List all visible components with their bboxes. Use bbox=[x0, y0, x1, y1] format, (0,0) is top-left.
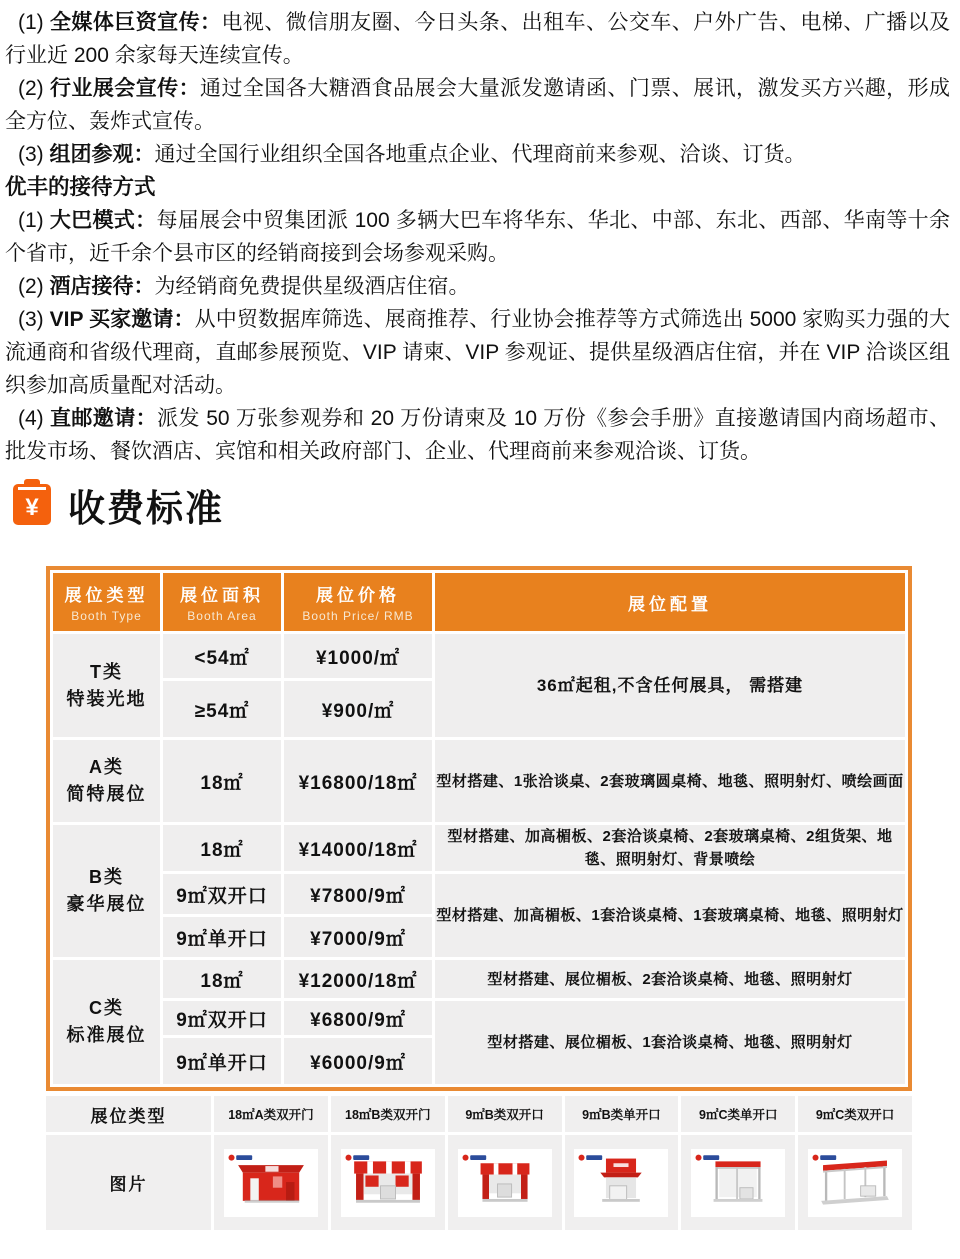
booth-photo-cell bbox=[448, 1135, 562, 1230]
header-zh: 展位类型 bbox=[64, 586, 149, 605]
item-text: 电视、微信朋友圈、今日头条、出租车、公交车、户外广告、电梯、广播以及行业近 200 余家每天连续宣传。 bbox=[5, 11, 951, 67]
booth-9b-double-opening bbox=[458, 1149, 552, 1217]
reception-item-1 bbox=[5, 204, 950, 270]
type-line2: 简特展位 bbox=[66, 784, 147, 804]
table-row bbox=[53, 874, 905, 914]
header-en: Booth Price/ RMB bbox=[302, 609, 414, 623]
type-line1: B类 bbox=[89, 867, 124, 887]
table-header-row bbox=[53, 573, 905, 631]
item-label: 组团参观： bbox=[49, 143, 155, 166]
booth-photo-cell bbox=[214, 1135, 328, 1230]
strip-col-1: 18㎡A类双开门 bbox=[214, 1096, 328, 1132]
table-row bbox=[53, 960, 905, 998]
item-number: (1) bbox=[18, 11, 50, 34]
price-cell: ¥16800/18㎡ bbox=[284, 740, 432, 822]
price-cell: ¥6800/9㎡ bbox=[284, 1001, 432, 1035]
table-row bbox=[53, 825, 905, 871]
reception-item-2 bbox=[5, 270, 950, 303]
table-row bbox=[53, 740, 905, 822]
reception-item-3 bbox=[5, 303, 950, 402]
item-number: (4) bbox=[18, 407, 50, 430]
config-cell: 型材搭建、加高楣板、2套洽谈桌椅、2套玻璃桌椅、2组货架、地毯、照明射灯、背景喷绘 bbox=[435, 825, 905, 871]
type-cell-c bbox=[53, 960, 160, 1084]
item-text: 派发 50 万张参观券和 20 万份请柬及 10 万份《参会手册》直接邀请国内商场超市、批发市场、餐饮酒店、宾馆和相关政府部门、企业、代理商前来参观洽谈、订货。 bbox=[5, 407, 950, 463]
strip-image-label: 图片 bbox=[46, 1135, 211, 1230]
config-cell: 36㎡起租,不含任何展具， 需搭建 bbox=[435, 634, 905, 737]
item-number: (2) bbox=[18, 275, 50, 298]
item-label: VIP 买家邀请： bbox=[49, 308, 195, 331]
item-label: 大巴模式： bbox=[49, 209, 157, 232]
area-cell: 18㎡ bbox=[163, 960, 281, 998]
item-number: (3) bbox=[18, 308, 50, 331]
price-cell: ¥12000/18㎡ bbox=[284, 960, 432, 998]
item-label: 全媒体巨资宣传： bbox=[49, 11, 222, 34]
reception-heading: 优丰的接待方式 bbox=[5, 175, 156, 199]
type-line1: C类 bbox=[89, 998, 124, 1018]
booth-price-table bbox=[46, 566, 912, 1091]
item-text: 每届展会中贸集团派 100 多辆大巴车将华东、华北、中部、东北、西部、华南等十余个省市，近千余个县市区的经销商接到会场参观采购。 bbox=[5, 209, 950, 265]
booth-9b-single-opening bbox=[574, 1149, 668, 1217]
price-cell: ¥14000/18㎡ bbox=[284, 825, 432, 871]
price-cell: ¥6000/9㎡ bbox=[284, 1038, 432, 1084]
price-cell: ¥7000/9㎡ bbox=[284, 917, 432, 957]
fees-section-title: 收费标准 bbox=[68, 488, 224, 529]
yuan-clipboard-icon bbox=[12, 479, 52, 532]
table-row bbox=[53, 634, 905, 678]
item-number: (2) bbox=[18, 77, 50, 100]
area-cell: 18㎡ bbox=[163, 740, 281, 822]
strip-col-6: 9㎡C类双开口 bbox=[798, 1096, 912, 1132]
strip-col-4: 9㎡B类单开口 bbox=[565, 1096, 679, 1132]
booth-photo-cell bbox=[331, 1135, 445, 1230]
price-cell: ¥900/㎡ bbox=[284, 681, 432, 737]
item-text: 为经销商免费提供星级酒店住宿。 bbox=[154, 275, 470, 298]
item-number: (3) bbox=[18, 143, 50, 166]
booth-9c-double-opening bbox=[808, 1149, 902, 1217]
type-line2: 特装光地 bbox=[66, 688, 147, 709]
booth-type-strip bbox=[46, 1096, 912, 1230]
header-en: Booth Area bbox=[187, 609, 257, 623]
table-row bbox=[53, 1001, 905, 1035]
header-zh: 展位价格 bbox=[316, 586, 400, 605]
strip-col-3: 9㎡B类双开口 bbox=[448, 1096, 562, 1132]
price-cell: ¥7800/9㎡ bbox=[284, 874, 432, 914]
config-cell: 型材搭建、展位楣板、1套洽谈桌椅、地毯、照明射灯 bbox=[435, 1001, 905, 1084]
booth-photo-cell bbox=[565, 1135, 679, 1230]
item-label: 酒店接待： bbox=[49, 275, 155, 298]
item-label: 行业展会宣传： bbox=[49, 77, 201, 100]
area-cell: 9㎡单开口 bbox=[163, 1038, 281, 1084]
header-booth-type bbox=[53, 573, 160, 631]
booth-18b-double-door bbox=[341, 1149, 435, 1217]
area-cell: 9㎡双开口 bbox=[163, 1001, 281, 1035]
area-cell: <54㎡ bbox=[163, 634, 281, 678]
booth-9c-single-opening bbox=[691, 1149, 785, 1217]
strip-row-label: 展位类型 bbox=[46, 1096, 211, 1132]
header-zh: 展位面积 bbox=[180, 586, 264, 605]
config-cell: 型材搭建、加高楣板、1套洽谈桌椅、1套玻璃桌椅、地毯、照明射灯 bbox=[435, 874, 905, 957]
header-zh: 展位配置 bbox=[628, 594, 712, 614]
reception-item-4 bbox=[5, 402, 950, 468]
item-text: 从中贸数据库筛选、展商推荐、行业协会推荐等方式筛选出 5000 家购买力强的大流通商和省级代理商，直邮参展预览、VIP 请柬、VIP 参观证、提供星级酒店住宿，并在 VIP 洽谈区组织参加高质量配对活动。 bbox=[5, 308, 951, 397]
type-cell-a bbox=[53, 740, 160, 822]
booth-photo-cell bbox=[681, 1135, 795, 1230]
area-cell: 9㎡双开口 bbox=[163, 874, 281, 914]
fees-section-header bbox=[12, 478, 960, 532]
strip-col-5: 9㎡C类单开口 bbox=[681, 1096, 795, 1132]
header-booth-price bbox=[284, 573, 432, 631]
type-line1: T类 bbox=[90, 661, 123, 682]
promo-item-2 bbox=[5, 72, 950, 138]
item-label: 直邮邀请： bbox=[49, 407, 158, 430]
type-cell-t bbox=[53, 634, 160, 737]
area-cell: 18㎡ bbox=[163, 825, 281, 871]
promo-item-1 bbox=[5, 6, 950, 72]
config-cell: 型材搭建、展位楣板、2套洽谈桌椅、地毯、照明射灯 bbox=[435, 960, 905, 998]
item-text: 通过全国行业组织全国各地重点企业、代理商前来参观、洽谈、订货。 bbox=[154, 143, 806, 166]
type-line2: 豪华展位 bbox=[66, 894, 147, 914]
promo-item-3 bbox=[5, 138, 950, 171]
svg-text:¥: ¥ bbox=[25, 493, 39, 521]
config-cell: 型材搭建、1张洽谈桌、2套玻璃圆桌椅、地毯、照明射灯、喷绘画面 bbox=[435, 740, 905, 822]
item-text: 通过全国各大糖酒食品展会大量派发邀请函、门票、展讯，激发买方兴趣，形成全方位、轰炸式宣传。 bbox=[5, 77, 951, 133]
area-cell: 9㎡单开口 bbox=[163, 917, 281, 957]
strip-col-2: 18㎡B类双开门 bbox=[331, 1096, 445, 1132]
booth-photo-cell bbox=[798, 1135, 912, 1230]
type-cell-b bbox=[53, 825, 160, 957]
header-booth-area bbox=[163, 573, 281, 631]
type-line2: 标准展位 bbox=[66, 1025, 147, 1045]
type-line1: A类 bbox=[89, 757, 124, 777]
area-cell: ≥54㎡ bbox=[163, 681, 281, 737]
item-number: (1) bbox=[18, 209, 50, 232]
promotion-text-block bbox=[0, 0, 960, 468]
booth-18a-double-door bbox=[224, 1149, 318, 1217]
header-booth-config bbox=[435, 573, 905, 631]
header-en: Booth Type bbox=[71, 609, 142, 623]
price-cell: ¥1000/㎡ bbox=[284, 634, 432, 678]
